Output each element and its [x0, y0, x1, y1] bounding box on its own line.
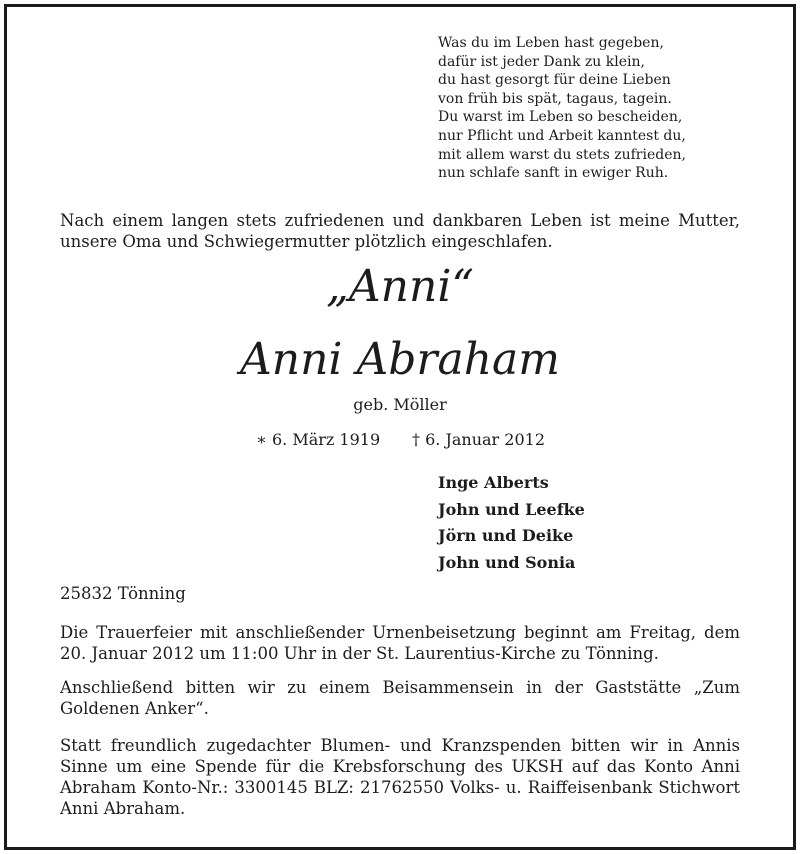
funeral-paragraph: Die Trauerfeier mit anschließender Urnenbeisetzung beginnt am Freitag, dem 20. Januar 2012 um 11:00 Uhr in der St. Laurentius-Kirche zu Tönning.	[60, 623, 740, 663]
gathering-paragraph: Anschließend bitten wir zu einem Beisammensein in der Gaststätte „Zum Goldenen Anker“.	[60, 678, 740, 718]
death-date: † 6. Januar 2012	[412, 430, 545, 449]
mourner-name: John und Leefke	[438, 499, 585, 519]
deceased-name: Anni Abraham	[239, 334, 560, 385]
mourner-name: John und Sonia	[438, 552, 576, 572]
donation-paragraph: Statt freundlich zugedachter Blumen- und Kranzspenden bitten wir in Annis Sinne um eine Spende für die Krebsforschung des UKSH auf das Konto Anni Abraham Konto-Nr.: 3300145 BLZ: 21762550 Volks- u. Raiffeisenbank Stichwort Anni Abraham.	[60, 736, 740, 818]
mourner-name: Jörn und Deike	[438, 526, 574, 545]
mourners-list	[438, 470, 738, 576]
place: 25832 Tönning	[60, 584, 186, 603]
nickname: „Anni“	[326, 261, 474, 312]
mourner-name: Inge Alberts	[438, 473, 549, 492]
birth-name: geb. Möller	[353, 395, 447, 414]
birth-date: ∗ 6. März 1919	[256, 430, 381, 449]
poem: Was du im Leben hast gegeben, dafür ist jeder Dank zu klein, du hast gesorgt für deine Lieben von früh bis spät, tagaus, tagein. Du warst im Leben so bescheiden, nur Pflicht und Arbeit kanntest du, mit allem warst du stets zufrieden, nun schlafe sanft in ewiger Ruh.	[438, 35, 686, 182]
intro-text: Nach einem langen stets zufriedenen und dankbaren Leben ist meine Mutter, unsere Oma und Schwiegermutter plötzlich eingeschlafen.	[60, 211, 740, 251]
